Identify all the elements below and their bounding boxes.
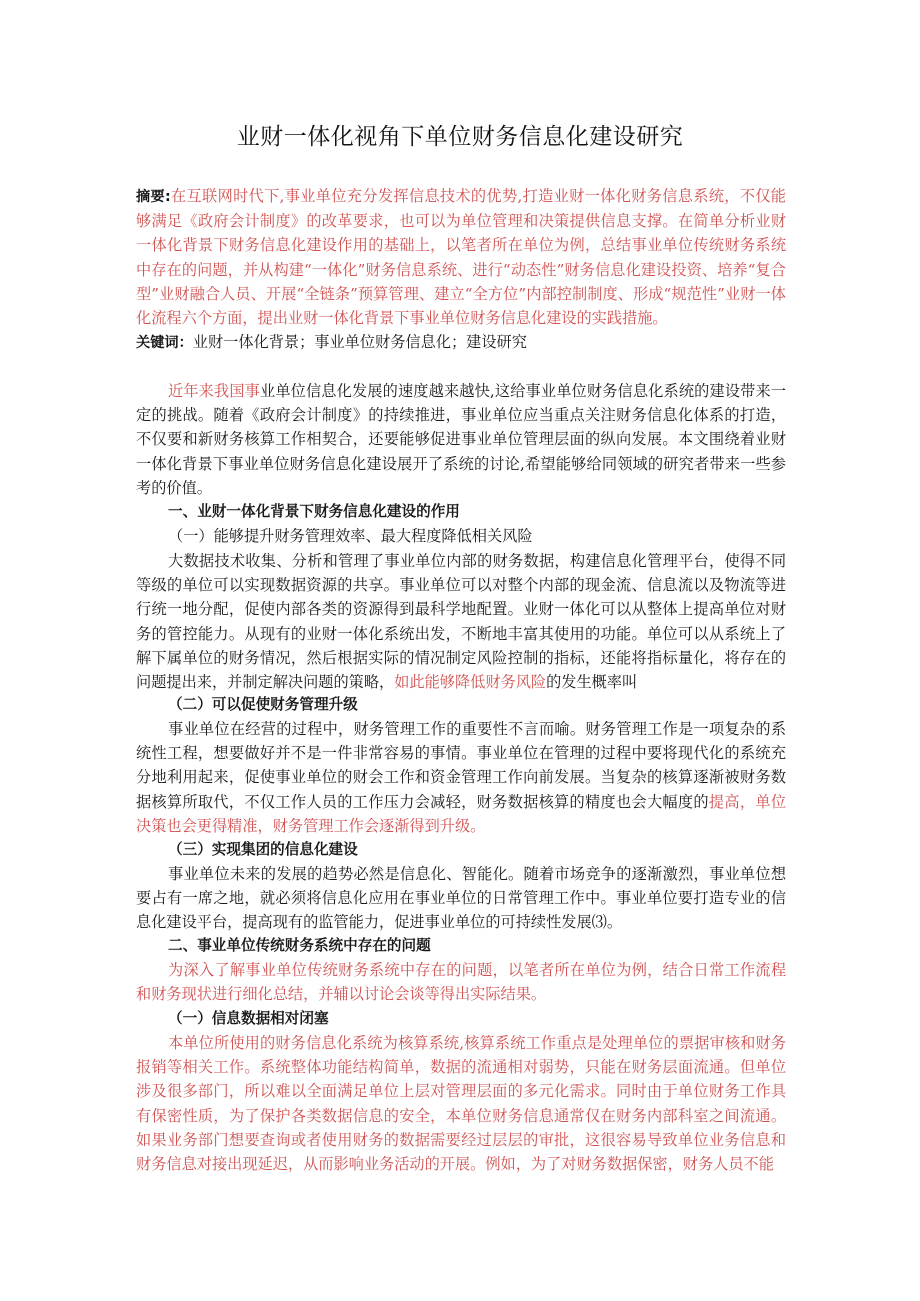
subsection-heading-2-1: （一）信息数据相对闭塞: [168, 1010, 329, 1027]
paragraph-2-1-text: 本单位所使用的财务信息化系统为核算系统,核算系统工作重点是处理单位的票据审核和财务报销等相关工作。系统整体功能结构简单，数据的流通相对弱势，只能在财务层面流通。但单位涉及很多部门，所以难以全面满足单位上层对管理层面的多元化需求。同时由于单位财务工作具有保密性质，为了保护各类数据信息的安全，本单位财务信息通常仅在财务内部科室之间流通。如果业务部门想要查询或者使用财务的数据需要经过层层的审批，这很容易导致单位业务信息和财务信息对接出现延迟，从而影响业务活动的开展。例如，为了对财务数据保密，财务人员不能: [136, 1034, 786, 1174]
paragraph-1-1-red: 如此能够降低财务风险: [394, 673, 547, 692]
paragraph-1-2-red: 提高，单位决策也会更得精准，财务管理工作会逐渐得到升级。: [136, 792, 787, 835]
section-heading-1: 一、业财一体化背景下财务信息化建设的作用: [168, 503, 460, 520]
intro-red-text: 近年来我国事: [168, 382, 260, 400]
keywords: [136, 330, 786, 355]
paragraph-1-2-text: 事业单位在经营的过程中，财务管理工作的重要性不言而喻。财务管理工作是一项复杂的系统性工程，想要做好并不是一件非常容易的事情。事业单位在管理的过程中要将现代化的系统充分地利用起来，促使事业单位的财会工作和资金管理工作向前发展。当复杂的核算逐渐被财务数据核算所取代，不仅工作人员的工作压力会减轻，财务数据核算的精度也会大幅度的: [136, 720, 786, 811]
page-title: 业财一体化视角下单位财务信息化建设研究: [236, 124, 684, 150]
intro-text: 业单位信息化发展的速度越来越快,这给事业单位财务信息化系统的建设带来一定的挑战。随着《政府会计制度》的持续推进，事业单位应当重点关注财务信息化体系的打造，不仅要和新财务核算工作相契合，还要能够促进事业单位管理层面的纵向发展。本文围绕着业财一体化背景下事业单位财务信息化建设展开了系统的讨论,希望能够给同领域的研究者带来一些参考的价值。: [136, 382, 787, 497]
intro-paragraph: [136, 379, 786, 500]
section-heading-2: 二、事业单位传统财务系统中存在的问题: [168, 937, 431, 954]
paragraph-1-1: [136, 549, 786, 694]
paragraph-1-3: [136, 862, 786, 935]
paragraph-1-1-tail: 的发生概率叫: [546, 673, 638, 692]
subsection-heading-1-3: （三）实现集团的信息化建设: [168, 841, 358, 858]
subsection-heading-1-2: （二）可以促使财务管理升级: [168, 696, 358, 713]
abstract-text: 在互联网时代下,事业单位充分发挥信息技术的优势,打造业财一体化财务信息系统，不仅能够满足《政府会计制度》的改革要求，也可以为单位管理和决策提供信息支撑。在简单分析业财一体化背景下财务信息化建设作用的基础上，以笔者所在单位为例，总结事业单位传统财务系统中存在的问题，并从构建“一体化”财务信息系统、进行“动态性”财务信息化建设投资、培养“复合型”业财融合人员、开展“全链条”预算管理、建立“全方位”内部控制制度、形成“规范性”业财一体化流程六个方面，提出业财一体化背景下事业单位财务信息化建设的实践措施。: [136, 187, 786, 328]
subsection-heading-1-1: （一）能够提升财务管理效率、最大程度降低相关风险: [168, 527, 533, 545]
keywords-text: 业财一体化背景；事业单位财务信息化；建设研究: [192, 333, 527, 351]
paragraph-1-2: [136, 717, 786, 838]
paragraph-1-1-text: 大数据技术收集、分析和管理了事业单位内部的财务数据，构建信息化管理平台，使得不同等级的单位可以实现数据资源的共享。事业单位可以对整个内部的现金流、信息流以及物流等进行统一地分配，促使内部各类的资源得到最科学地配置。业财一体化可以从整体上提高单位对财务的管控能力。从现有的业财一体化系统出发，不断地丰富其使用的功能。单位可以从系统上了解下属单位的财务情况，然后根据实际的情况制定风险控制的指标，还能将指标量化，将存在的问题提出来，并制定解决问题的策略，: [136, 552, 786, 692]
paragraph-2: [136, 958, 786, 1006]
abstract: [136, 184, 786, 330]
paragraph-2-text: 为深入了解事业单位传统财务系统中存在的问题，以笔者所在单位为例，结合日常工作流程和财务现状进行细化总结，并辅以讨论会谈等得出实际结果。: [136, 961, 786, 1004]
abstract-label: 摘要:: [136, 189, 171, 205]
paragraph-1-3-text: 事业单位未来的发展的趋势必然是信息化、智能化。随着市场竞争的逐渐激烈，事业单位想要占有一席之地，就必须将信息化应用在事业单位的日常管理工作中。事业单位要打造专业的信息化建设平台，提高现有的监管能力，促进事业单位的可持续性发展⑶。: [136, 865, 786, 932]
keywords-label: 关键词：: [136, 335, 193, 351]
paragraph-2-1: [136, 1031, 786, 1176]
